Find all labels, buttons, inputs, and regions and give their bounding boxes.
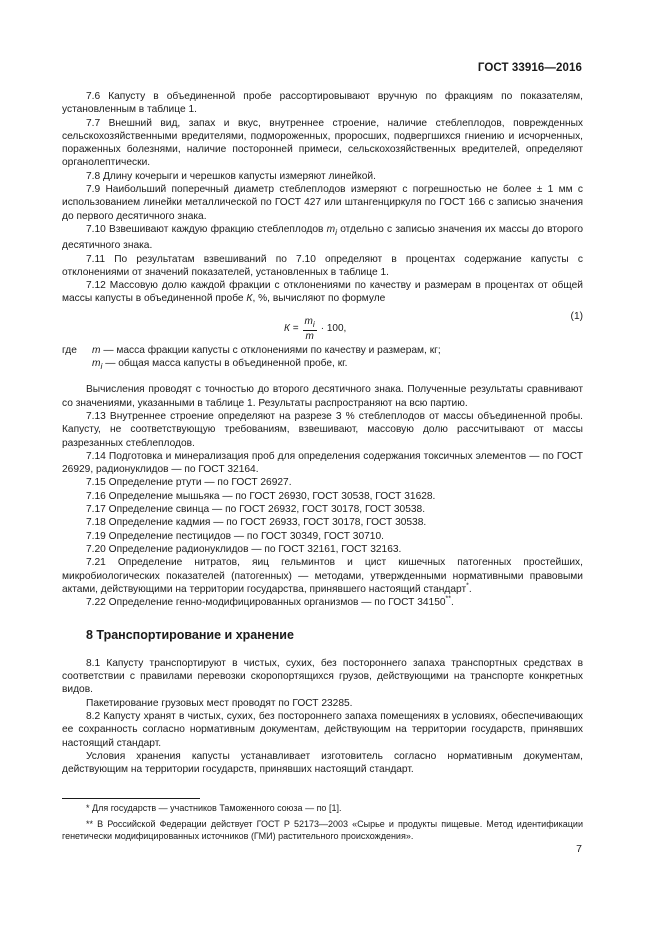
paragraph-8-2-conditions: Условия хранения капусты устанавливает изготовитель согласно нормативным документам, действующим на территории государств, принявших настоящий стандарт. — [62, 750, 583, 776]
formula-1 — [62, 308, 583, 344]
paragraph-7-9: 7.9 Наибольший поперечный диаметр стеблеплодов измеряют с погрешностью не более ± 1 мм с использованием линейки металлической по ГОСТ 427 или штангенциркуля по ГОСТ 166 с записью значения до первого десятичного знака. — [62, 184, 583, 222]
footnote-2: ** В Российской Федерации действует ГОСТ Р 52173—2003 «Сырье и продукты пищевые. Метод идентификации генетически модифицированных источников (ГМИ) растительного происхождения». — [62, 818, 583, 841]
footnotes — [62, 802, 583, 846]
paragraph-7-22: 7.22 Определение генно-модифицированных организмов — по ГОСТ 34150**. — [86, 595, 454, 609]
paragraph-7-21: 7.21 Определение нитратов, яиц гельминтов и цист кишечных патогенных простейших, микробиологических показателей (патогенных) — методами, утвержденными нормативными правовыми актами, действующими на территории государства, принявшего настоящий стандарт*. — [62, 557, 583, 595]
section-8-title: 8 Транспортирование и хранение — [86, 628, 294, 643]
paragraph-7-11: 7.11 По результатам взвешиваний по 7.10 определяют в процентах содержание капусты с отклонениями от значений показателей, установленных в таблице 1. — [62, 253, 583, 278]
equation-number: (1) — [570, 310, 583, 322]
paragraph-7-6: 7.6 Капусту в объединенной пробе рассортировывают вручную по фракциям по показателям, установленным в таблице 1. — [62, 91, 583, 116]
where-line-mi: $m_i$ — общая масса капусты в объединенной пробе, кг. — [92, 358, 348, 372]
paragraph-8-1: 8.1 Капусту транспортируют в чистых, сухих, без постороннего запаха транспортных средствах в соответствии с правилами перевозки скоропортящихся грузов, действующими на транспорте конкретных видов. — [62, 657, 583, 696]
paragraph-8-2: 8.2 Капусту хранят в чистых, сухих, без постороннего запаха помещениях в условиях, обеспечивающих ее сохранность согласно нормативным документам, действующим на территории государств, принявших настоящий стандарт. — [62, 710, 583, 749]
footnote-divider — [62, 798, 200, 799]
paragraph-7-17: 7.17 Определение свинца — по ГОСТ 26932, ГОСТ 30178, ГОСТ 30538. — [86, 504, 426, 516]
paragraph-7-7: 7.7 Внешний вид, запах и вкус, внутреннее строение, наличие стеблеплодов, поврежденных сельскохозяйственными вредителями, подмороженных, проросших, подвергшихся гниению и исчорченных, пораженных болезнями, наличие посторонней примеси, сельскохозяйственных вредителей, определяют органолептически. — [62, 117, 583, 169]
paragraph-7-10: 7.10 Взвешивают каждую фракцию стеблеплодов $m_i$ отдельно с записью значения их массы до второго десятичного знака. — [62, 223, 584, 252]
paragraph-7-20: 7.20 Определение радионуклидов — по ГОСТ 32161, ГОСТ 32163. — [86, 543, 402, 555]
paragraph-7-13: 7.13 Внутреннее строение определяют на разрезе 3 % стеблеплодов от массы объединенной пробы. Капусту, не соответствующую требованиям, взвешивают, массовую долю рассчитывают от массы разрезанных стеблеплодов. — [62, 411, 583, 449]
page-number: 7 — [576, 843, 582, 855]
paragraph-8-1-packing: Пакетирование грузовых мест проводят по ГОСТ 23285. — [86, 697, 353, 709]
where-block: где m — масса фракции капусты с отклонениями по качеству и размерам, кг; $m_i$ — общая масса капусты в объединенной пробе, кг. — [62, 344, 583, 374]
formula-fraction: $\frac{m_i}{m}$ — [304, 315, 315, 342]
paragraph-7-18: 7.18 Определение кадмия — по ГОСТ 26933, ГОСТ 30178, ГОСТ 30538. — [86, 517, 427, 529]
paragraph-7-14: 7.14 Подготовка и минерализация проб для определения содержания токсичных элементов — по ГОСТ 26929, радионуклидов — по ГОСТ 32164. — [62, 450, 583, 476]
formula-rhs: · 100, — [320, 323, 347, 335]
paragraph-7-15: 7.15 Определение ртути — по ГОСТ 26927. — [86, 477, 292, 489]
where-line-m: m — масса фракции капусты с отклонениями по качеству и размерам, кг; — [92, 344, 441, 356]
paragraph-7-16: 7.16 Определение мышьяка — по ГОСТ 26930, ГОСТ 30538, ГОСТ 31628. — [86, 490, 436, 502]
formula-lhs: К = — [284, 323, 299, 335]
paragraph-calc: Вычисления проводят с точностью до второго десятичного знака. Полученные результаты сравнивают со значениями, указанными в таблице 1. Результаты распространяют на всю партию. — [62, 384, 583, 409]
paragraph-7-8: 7.8 Длину кочерыги и черешков капусты измеряют линейкой. — [86, 170, 376, 182]
paragraph-7-19: 7.19 Определение пестицидов — по ГОСТ 30349, ГОСТ 30710. — [86, 530, 384, 542]
footnote-1: * Для государств — участников Таможенного союза — по [1]. — [86, 803, 342, 813]
paragraph-7-12: 7.12 Массовую долю каждой фракции с отклонениями по качеству и размерам в процентах от общей массы капусты в объединенной пробе К, %, вычисляют по формуле — [62, 280, 583, 305]
standard-header: ГОСТ 33916—2016 — [477, 62, 582, 74]
main-content — [62, 90, 583, 776]
